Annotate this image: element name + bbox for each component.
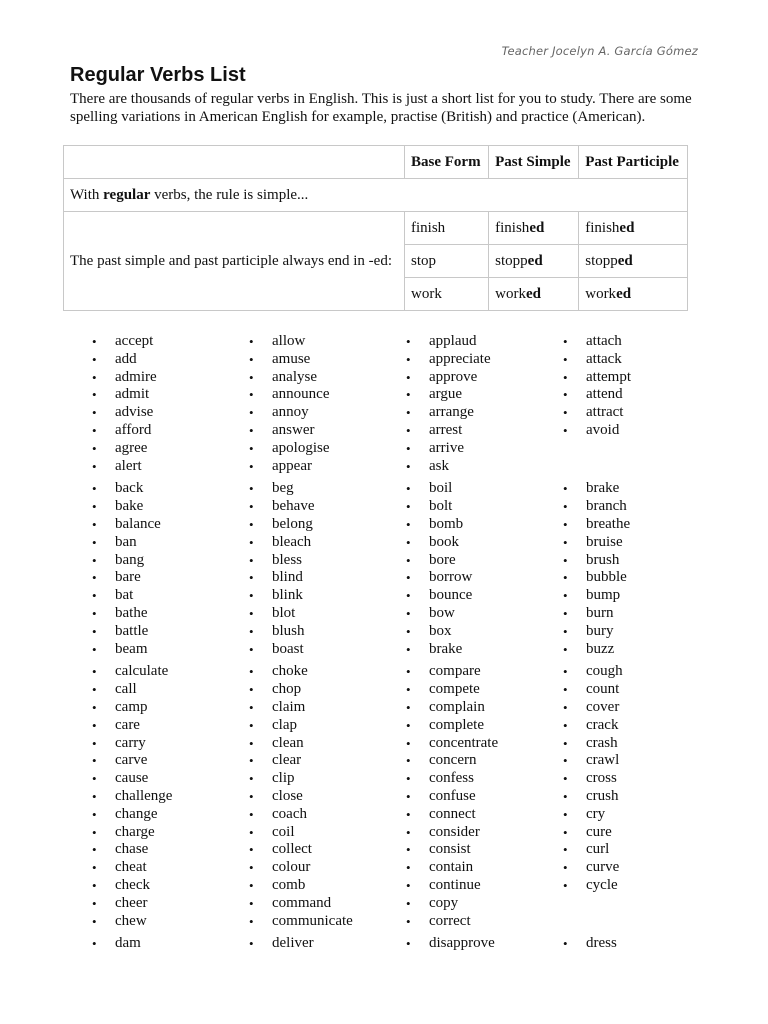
verb-list-item: • blot	[249, 605, 406, 623]
verb-list-item: • bleach	[249, 534, 406, 552]
verb-list-item: • continue	[406, 877, 563, 895]
verb-list-item: • arrest	[406, 422, 563, 440]
verb-list-item: • clip	[249, 770, 406, 788]
verb-list-item: • beam	[92, 641, 249, 659]
verb-list-item: • crack	[563, 717, 720, 735]
verb-list-item: • admit	[92, 386, 249, 404]
verb-list-item: • camp	[92, 699, 249, 717]
verb-list-item: • change	[92, 806, 249, 824]
past-cell	[489, 212, 579, 245]
participle-stem: work	[585, 285, 617, 302]
verb-column	[563, 333, 720, 475]
verb-list-item: • calculate	[92, 663, 249, 681]
verb-list-item: • count	[563, 681, 720, 699]
verb-list-item: • ban	[92, 534, 249, 552]
verb-list-item: • belong	[249, 516, 406, 534]
verb-column	[249, 333, 406, 475]
verb-list-item: • bang	[92, 552, 249, 570]
rule-suffix: verbs, the rule is simple...	[150, 186, 309, 203]
verb-list-item: • coil	[249, 824, 406, 842]
verb-list-item: • consist	[406, 841, 563, 859]
verb-list-item: • copy	[406, 895, 563, 913]
verb-list-item: • carry	[92, 735, 249, 753]
verb-list-item: • cheer	[92, 895, 249, 913]
verb-list-item: • command	[249, 895, 406, 913]
verb-list-item: • comb	[249, 877, 406, 895]
verb-list-item: • arrive	[406, 440, 563, 458]
verb-list-item: • deliver	[249, 935, 406, 953]
verb-list-item: • ask	[406, 458, 563, 476]
verb-list-item: • afford	[92, 422, 249, 440]
verb-list-item: • alert	[92, 458, 249, 476]
verb-list-item: • coach	[249, 806, 406, 824]
verb-list-item: • book	[406, 534, 563, 552]
verb-list-item: • avoid	[563, 422, 720, 440]
past-ending: ed	[525, 285, 541, 302]
rule-prefix: With	[70, 186, 104, 203]
verb-list-item: • crawl	[563, 752, 720, 770]
verb-list-item: • bathe	[92, 605, 249, 623]
verb-group	[92, 480, 732, 658]
verb-list-item: • bubble	[563, 569, 720, 587]
verb-list-item: • balance	[92, 516, 249, 534]
verb-list-item: • back	[92, 480, 249, 498]
verb-list-item: • clap	[249, 717, 406, 735]
intro-paragraph: There are thousands of regular verbs in English. This is just a short list for you to study. There are some spelling variations in American English for example, practise (British) and practice (American).	[70, 91, 692, 125]
verb-list-item: • choke	[249, 663, 406, 681]
verb-list-item: • chop	[249, 681, 406, 699]
verb-list-item: • compare	[406, 663, 563, 681]
participle-stem: finish	[585, 219, 620, 236]
verb-list-item: • boast	[249, 641, 406, 659]
rule-row	[64, 179, 688, 212]
verb-list-item: • annoy	[249, 404, 406, 422]
author-name: Teacher Jocelyn A. García Gómez	[501, 44, 698, 58]
verb-list-item: • confuse	[406, 788, 563, 806]
header-past-participle: Past Participle	[579, 146, 688, 179]
verb-column	[92, 333, 249, 475]
verb-list-item: • crush	[563, 788, 720, 806]
verb-list-item: • blind	[249, 569, 406, 587]
verb-list-item: • connect	[406, 806, 563, 824]
past-ending: ed	[527, 252, 543, 269]
verb-list-item: • curve	[563, 859, 720, 877]
verb-list-item: • allow	[249, 333, 406, 351]
verb-list-item: • cover	[563, 699, 720, 717]
verb-list-item: • appear	[249, 458, 406, 476]
verb-list-item: • boil	[406, 480, 563, 498]
verb-column	[563, 935, 720, 953]
verb-column	[92, 935, 249, 953]
verb-list-item: • correct	[406, 913, 563, 931]
rule-bold: regular	[103, 186, 151, 203]
verb-list-item: • battle	[92, 623, 249, 641]
verb-list-item: • bake	[92, 498, 249, 516]
verb-list-item: • clear	[249, 752, 406, 770]
verb-lists	[92, 333, 732, 958]
verb-list-item: • admire	[92, 369, 249, 387]
verb-list-item: • charge	[92, 824, 249, 842]
verb-list-item: • carve	[92, 752, 249, 770]
verb-group	[92, 935, 732, 953]
verb-list-item: • confess	[406, 770, 563, 788]
participle-ending: ed	[616, 285, 632, 302]
verb-list-item: • arrange	[406, 404, 563, 422]
verb-column	[406, 333, 563, 475]
verb-list-item: • argue	[406, 386, 563, 404]
verb-column	[249, 935, 406, 953]
verb-list-item: • consider	[406, 824, 563, 842]
verb-list-item: • blink	[249, 587, 406, 605]
verb-column	[563, 480, 720, 658]
verb-list-item: • colour	[249, 859, 406, 877]
verb-group	[92, 333, 732, 475]
verb-list-item: • bury	[563, 623, 720, 641]
verb-list-item: • care	[92, 717, 249, 735]
participle-ending: ed	[619, 219, 635, 236]
base-cell: finish	[405, 212, 489, 245]
verb-column	[249, 480, 406, 658]
verb-list-item: • concentrate	[406, 735, 563, 753]
verb-list-item: • chew	[92, 913, 249, 931]
verb-list-item: • attend	[563, 386, 720, 404]
participle-ending: ed	[617, 252, 633, 269]
past-stem: finish	[495, 219, 530, 236]
verb-list-item: • box	[406, 623, 563, 641]
verb-list-item: • clean	[249, 735, 406, 753]
verb-list-item: • concern	[406, 752, 563, 770]
verb-list-item: • attract	[563, 404, 720, 422]
verb-list-item: • breathe	[563, 516, 720, 534]
participle-cell	[579, 212, 688, 245]
explanation-cell: The past simple and past participle always end in -ed:	[64, 212, 405, 311]
participle-cell	[579, 278, 688, 311]
verb-list-item: • bless	[249, 552, 406, 570]
verb-column	[406, 935, 563, 953]
verb-list-item: • cough	[563, 663, 720, 681]
verb-list-item: • attack	[563, 351, 720, 369]
past-cell	[489, 278, 579, 311]
verb-column	[406, 663, 563, 930]
verb-list-item: • bare	[92, 569, 249, 587]
verb-list-item: • claim	[249, 699, 406, 717]
table-row	[64, 212, 688, 245]
verb-list-item: • brake	[406, 641, 563, 659]
verb-list-item: • brush	[563, 552, 720, 570]
verb-list-item: • communicate	[249, 913, 406, 931]
past-ending: ed	[529, 219, 545, 236]
table-header-row	[64, 146, 688, 179]
verb-list-item: • applaud	[406, 333, 563, 351]
base-cell: work	[405, 278, 489, 311]
verb-list-item: • challenge	[92, 788, 249, 806]
verb-list-item: • answer	[249, 422, 406, 440]
verb-column	[249, 663, 406, 930]
verb-list-item: • complain	[406, 699, 563, 717]
verb-list-item: • appreciate	[406, 351, 563, 369]
past-cell	[489, 245, 579, 278]
verb-column	[563, 663, 720, 930]
verb-list-item: • bump	[563, 587, 720, 605]
verb-list-item: • bounce	[406, 587, 563, 605]
verb-list-item: • buzz	[563, 641, 720, 659]
verb-list-item: • bore	[406, 552, 563, 570]
verb-list-item: • borrow	[406, 569, 563, 587]
page-title: Regular Verbs List	[70, 64, 246, 86]
verb-list-item: • compete	[406, 681, 563, 699]
verb-list-item: • disapprove	[406, 935, 563, 953]
verb-list-item: • bruise	[563, 534, 720, 552]
verb-list-item: • cycle	[563, 877, 720, 895]
verb-list-item: • bolt	[406, 498, 563, 516]
verb-column	[92, 663, 249, 930]
verb-list-item: • cry	[563, 806, 720, 824]
verb-list-item: • dam	[92, 935, 249, 953]
verb-list-item: • cure	[563, 824, 720, 842]
verb-list-item: • approve	[406, 369, 563, 387]
empty-header-cell	[64, 146, 405, 179]
verb-list-item: • bat	[92, 587, 249, 605]
verb-list-item: • dress	[563, 935, 720, 953]
verb-list-item: • behave	[249, 498, 406, 516]
verb-list-item: • beg	[249, 480, 406, 498]
verb-rule-table	[63, 145, 688, 311]
past-stem: stopp	[495, 252, 528, 269]
verb-list-item: • cross	[563, 770, 720, 788]
header-past-simple: Past Simple	[489, 146, 579, 179]
verb-list-item: • blush	[249, 623, 406, 641]
verb-list-item: • collect	[249, 841, 406, 859]
verb-list-item: • check	[92, 877, 249, 895]
verb-list-item: • add	[92, 351, 249, 369]
verb-list-item: • attach	[563, 333, 720, 351]
base-cell: stop	[405, 245, 489, 278]
verb-list-item: • cause	[92, 770, 249, 788]
verb-column	[92, 480, 249, 658]
participle-stem: stopp	[585, 252, 618, 269]
verb-list-item: • accept	[92, 333, 249, 351]
verb-column	[406, 480, 563, 658]
verb-list-item: • cheat	[92, 859, 249, 877]
verb-list-item: • agree	[92, 440, 249, 458]
participle-cell	[579, 245, 688, 278]
verb-list-item: • curl	[563, 841, 720, 859]
verb-list-item: • analyse	[249, 369, 406, 387]
verb-list-item: • announce	[249, 386, 406, 404]
verb-list-item: • attempt	[563, 369, 720, 387]
verb-list-item: • branch	[563, 498, 720, 516]
verb-list-item: • bomb	[406, 516, 563, 534]
verb-list-item: • brake	[563, 480, 720, 498]
verb-list-item: • advise	[92, 404, 249, 422]
verb-list-item: • apologise	[249, 440, 406, 458]
verb-list-item: • bow	[406, 605, 563, 623]
rule-cell	[64, 179, 688, 212]
header-base-form: Base Form	[405, 146, 489, 179]
verb-list-item: • burn	[563, 605, 720, 623]
verb-list-item: • call	[92, 681, 249, 699]
past-stem: work	[495, 285, 526, 302]
verb-group	[92, 663, 732, 930]
verb-list-item: • complete	[406, 717, 563, 735]
verb-list-item: • contain	[406, 859, 563, 877]
verb-list-item: • crash	[563, 735, 720, 753]
verb-list-item: • close	[249, 788, 406, 806]
verb-list-item: • amuse	[249, 351, 406, 369]
verb-list-item: • chase	[92, 841, 249, 859]
